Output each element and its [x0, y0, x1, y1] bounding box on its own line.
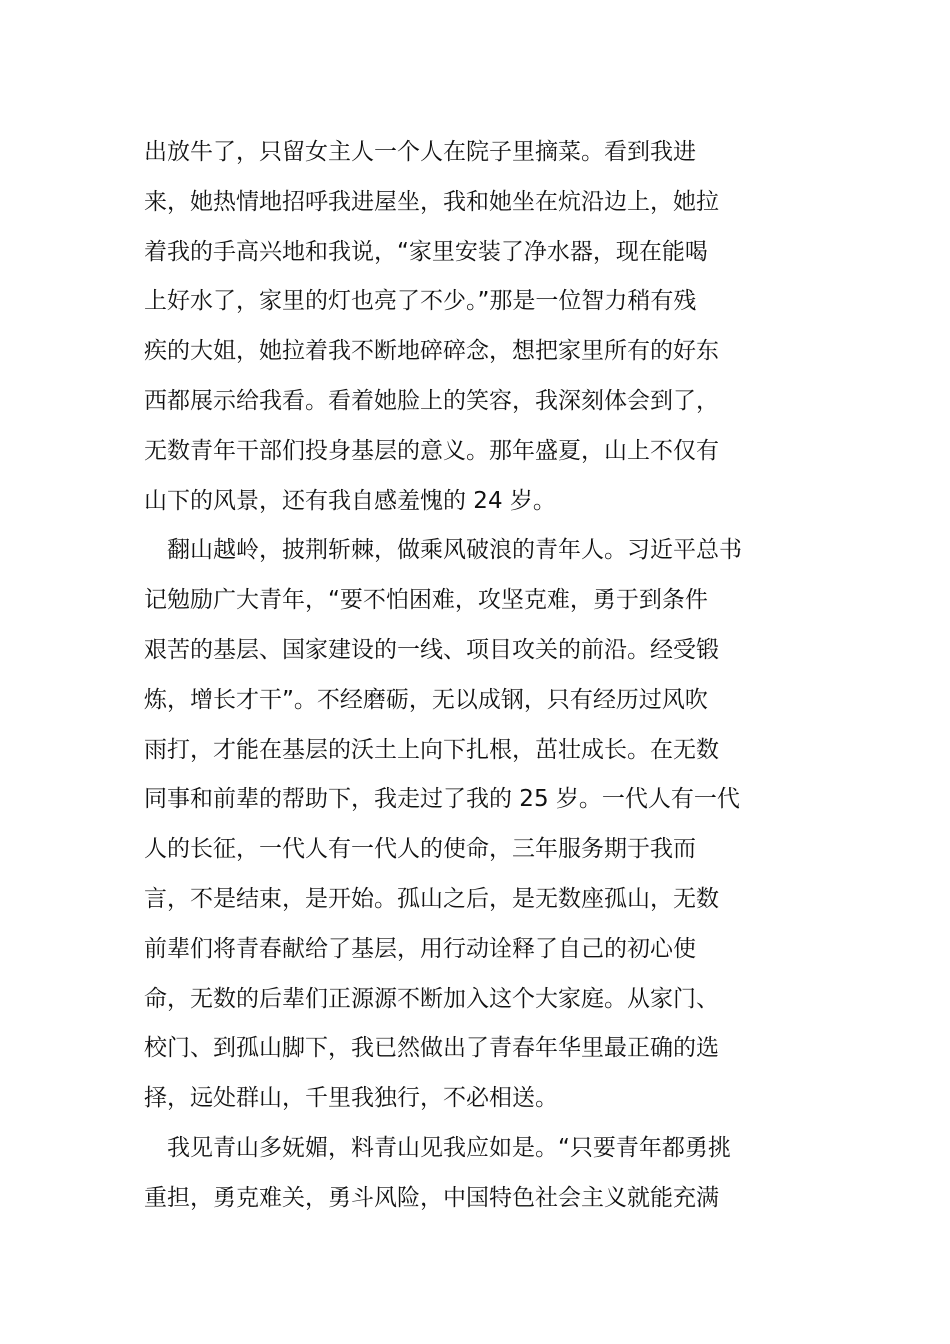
text-line: 西都展示给我看。看着她脸上的笑容，我深刻体会到了，: [144, 387, 719, 414]
text-line: 雨打，才能在基层的沃土上向下扎根，茁壮成长。在无数: [144, 736, 719, 763]
document-body: [144, 128, 808, 1224]
text-line: 无数青年干部们投身基层的意义。那年盛夏，山上不仅有: [144, 437, 719, 464]
text-line: 炼，增长才干”。不经磨砺，无以成钢，只有经历过风吹: [144, 686, 708, 713]
text-line: 疾的大姐，她拉着我不断地碎碎念，想把家里所有的好东: [144, 338, 719, 365]
text-line: 来，她热情地招呼我进屋坐，我和她坐在炕沿边上，她拉: [144, 188, 719, 215]
text-line: 着我的手高兴地和我说，“家里安装了净水器，现在能喝: [144, 238, 708, 265]
text-line: 择，远处群山，千里我独行，不必相送。: [144, 1085, 558, 1112]
text-line: 上好水了，家里的灯也亮了不少。”那是一位智力稍有残: [144, 288, 697, 315]
paragraph-start-line: 我见青山多妩媚，料青山见我应如是。“只要青年都勇挑: [167, 1134, 731, 1161]
text-line: 记勉励广大青年，“要不怕困难，攻坚克难，勇于到条件: [144, 587, 708, 614]
text-line: 山下的风景，还有我自感羞愧的 24 岁。: [144, 487, 556, 514]
text-line: 出放牛了，只留女主人一个人在院子里摘菜。看到我进: [144, 139, 696, 165]
text-line: 命，无数的后辈们正源源不断加入这个大家庭。从家门、: [144, 985, 719, 1012]
text-line: 人的长征，一代人有一代人的使命，三年服务期于我而: [144, 836, 696, 863]
text-line: 校门、到孤山脚下，我已然做出了青春年华里最正确的选: [144, 1035, 719, 1062]
text-line: 同事和前辈的帮助下，我走过了我的 25 岁。一代人有一代: [144, 786, 740, 813]
text-line: 艰苦的基层、国家建设的一线、项目攻关的前沿。经受锻: [144, 636, 719, 663]
text-line: 言，不是结束，是开始。孤山之后，是无数座孤山，无数: [144, 885, 719, 912]
paragraph-start-line: 翻山越岭，披荆斩棘，做乘风破浪的青年人。习近平总书: [167, 537, 742, 564]
text-line: 重担，勇克难关，勇斗风险，中国特色社会主义就能充满: [144, 1184, 719, 1211]
text-line: 前辈们将青春献给了基层，用行动诠释了自己的初心使: [144, 935, 696, 962]
